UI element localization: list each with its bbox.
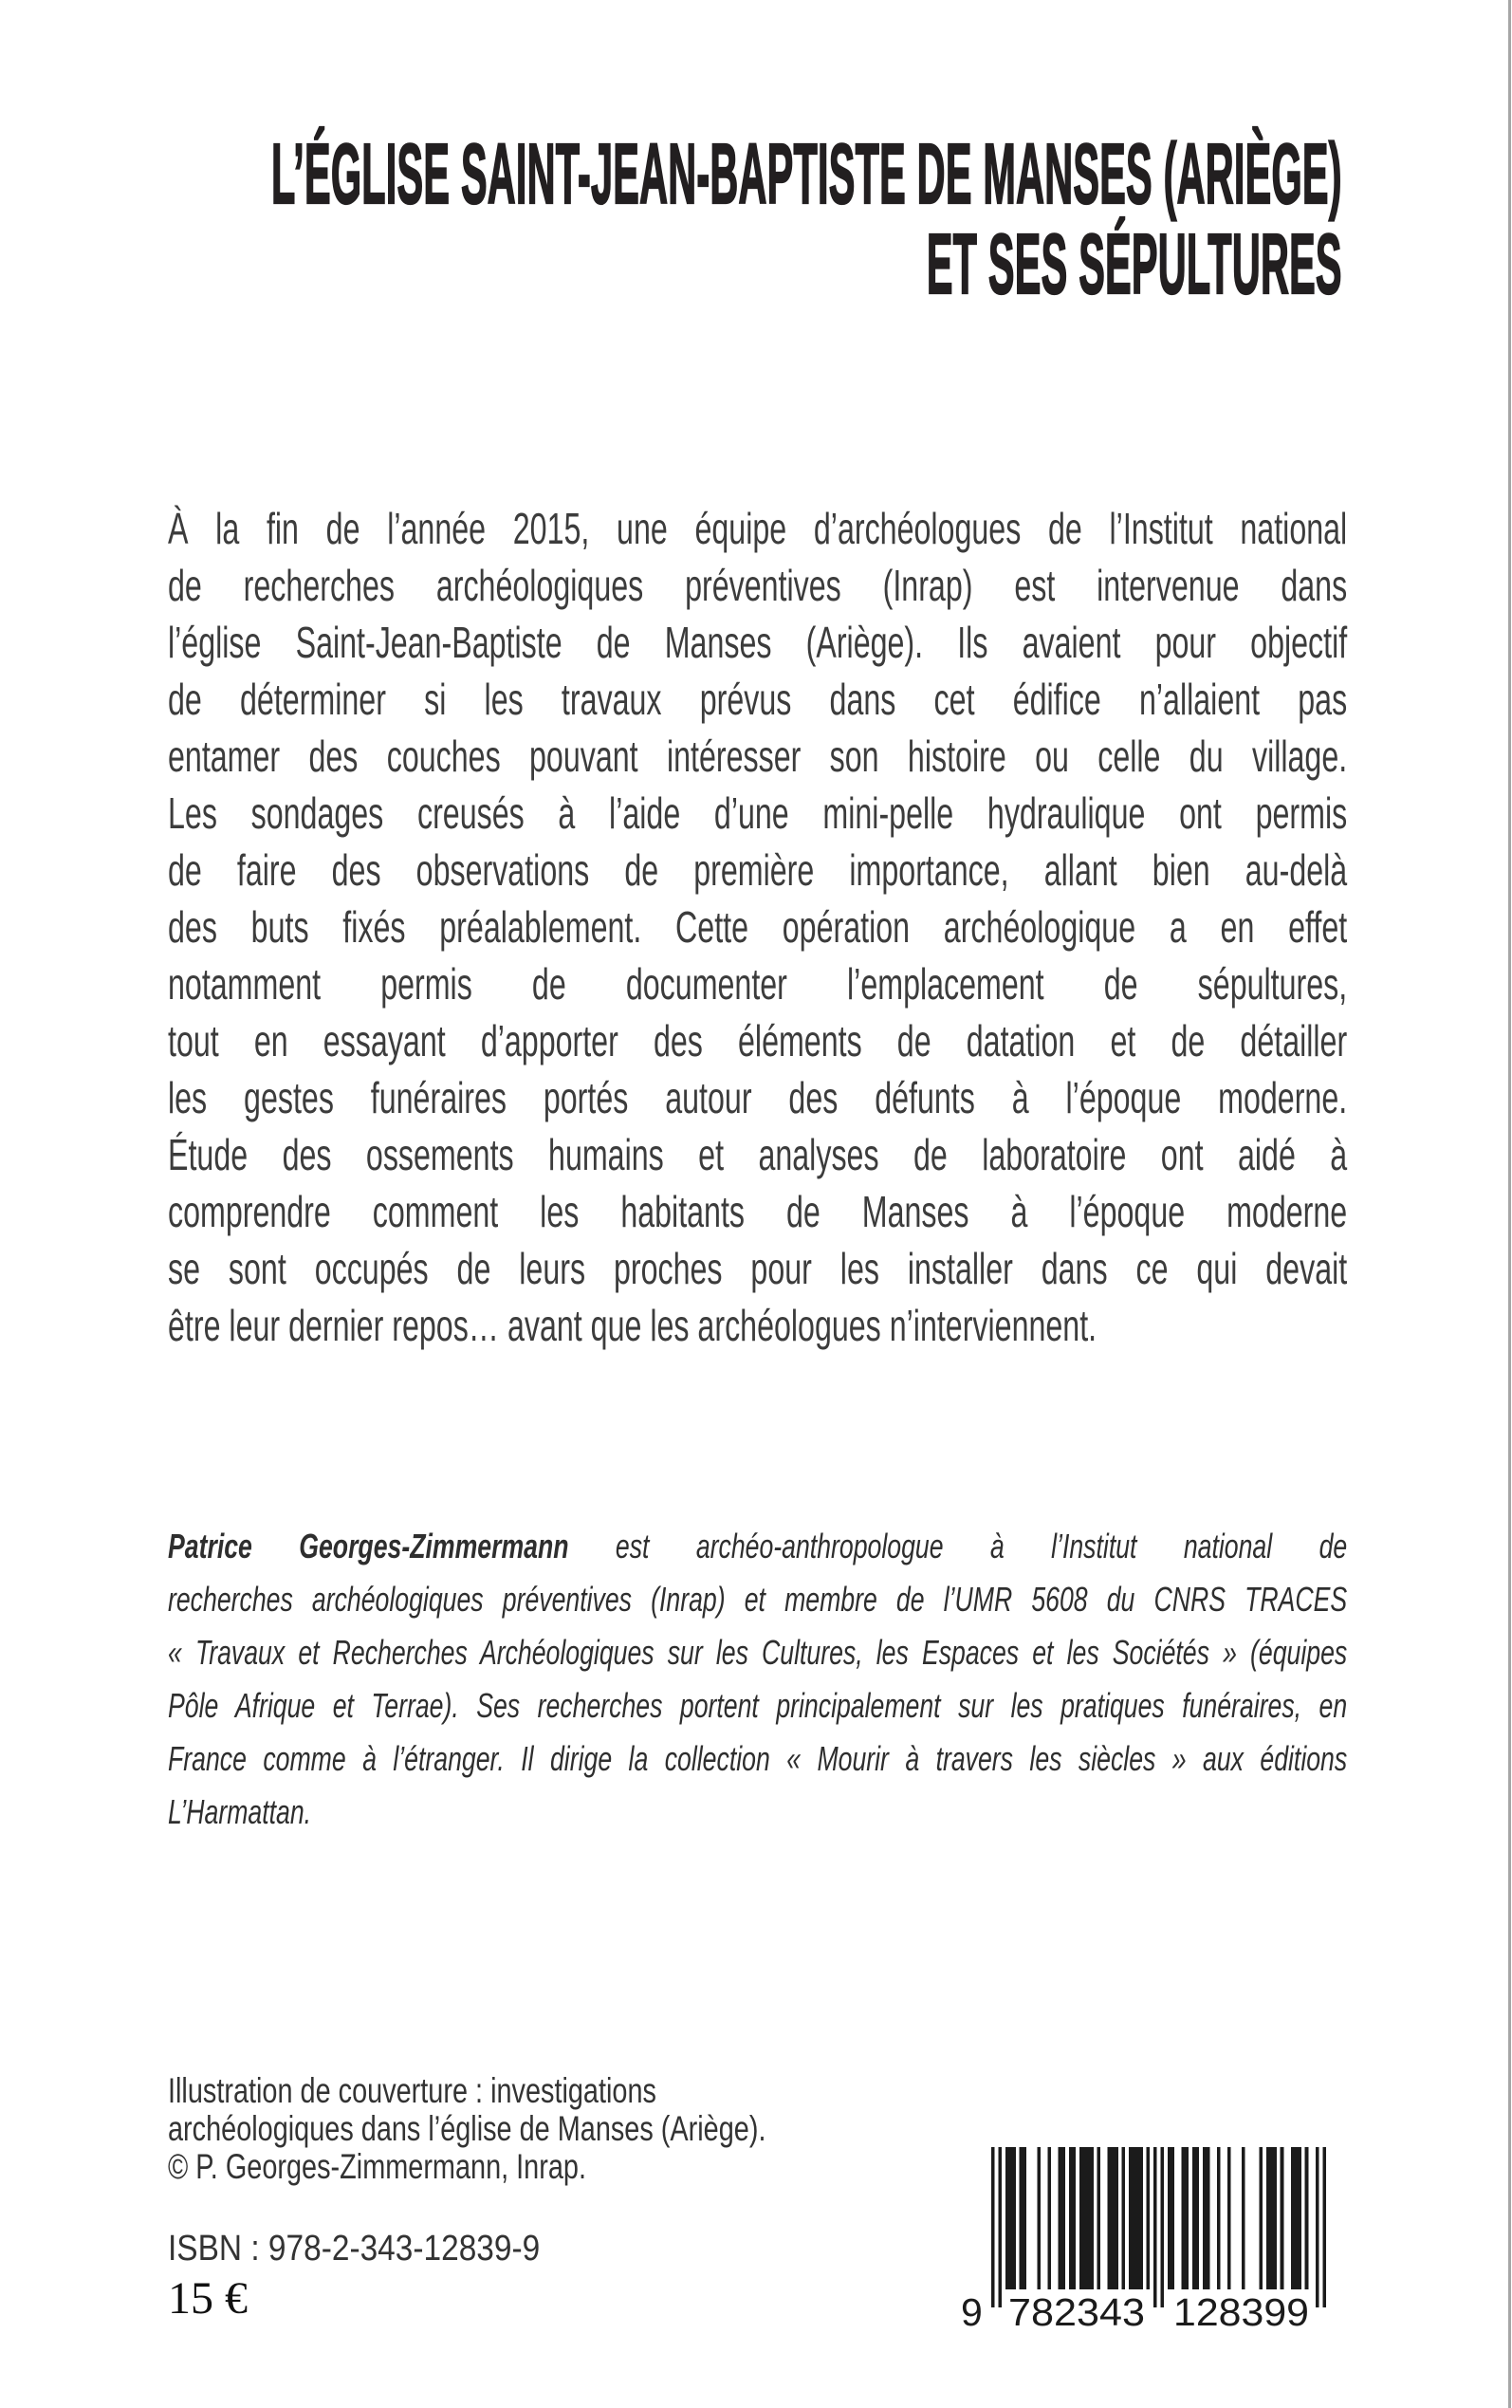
barcode-bar — [1168, 2147, 1174, 2289]
barcode-bar — [1192, 2147, 1199, 2289]
barcode-bar — [1259, 2147, 1263, 2289]
text-line: À la fin de l’année 2015, une équipe d’archéologues de l’Institut national — [168, 504, 1348, 553]
barcode-bar — [1079, 2147, 1094, 2289]
text-line: des buts fixés préalablement. Cette opération archéologique a en effet — [168, 902, 1348, 952]
text-line: de faire des observations de première importance, allant bien au-delà — [168, 845, 1348, 895]
text-line: © P. Georges-Zimmermann, Inrap. — [168, 2147, 586, 2186]
barcode-bar — [1160, 2147, 1164, 2307]
book-title-line2: ET SES SÉPULTURES — [927, 217, 1342, 312]
text-line: « Travaux et Recherches Archéologiques sur les Cultures, les Espaces et les Sociétés » (équipes — [168, 1633, 1348, 1672]
barcode-bar — [1266, 2147, 1277, 2289]
text-line: L’Harmattan. — [168, 1792, 312, 1831]
text-line: Pôle Afrique et Terrae). Ses recherches portent principalement sur les pratiques funéraires, en — [168, 1686, 1348, 1725]
scan-edge-line — [1508, 0, 1511, 2408]
barcode-bar — [1020, 2147, 1026, 2289]
barcode-bar — [1069, 2147, 1076, 2289]
barcode-bar — [1153, 2147, 1157, 2307]
barcode-digits-left: 782343 — [1008, 2290, 1145, 2334]
author-name: Patrice Georges-Zimmermann — [168, 1527, 569, 1565]
barcode-bar — [1059, 2147, 1065, 2289]
barcode-bar — [1227, 2147, 1231, 2289]
text-line: Patrice Georges-Zimmermann est archéo-anthropologue à l’Institut national de — [168, 1527, 1348, 1565]
barcode-bar — [1129, 2147, 1143, 2289]
barcode-ean13 — [953, 2147, 1336, 2337]
isbn-text: ISBN : 978-2-343-12839-9 — [168, 2229, 541, 2269]
barcode-bar — [1147, 2147, 1151, 2289]
barcode-bar — [1291, 2147, 1301, 2289]
barcode-digits-right: 128399 — [1173, 2290, 1309, 2334]
barcode-bar — [1316, 2147, 1319, 2307]
barcode-bar — [1047, 2147, 1051, 2289]
book-title-line1: L’ÉGLISE SAINT-JEAN-BAPTISTE DE MANSES (ARIÈGE) — [271, 127, 1342, 222]
text-line: recherches archéologiques préventives (Inrap) et membre de l’UMR 5608 du CNRS TRACES — [168, 1580, 1348, 1619]
barcode-bar — [1108, 2147, 1118, 2289]
book-title — [0, 127, 1342, 312]
text-line: France comme à l’étranger. Il dirige la collection « Mourir à travers les siècles » aux éditions — [168, 1739, 1348, 1778]
price-text: 15 € — [168, 2273, 248, 2324]
barcode-bar — [1005, 2147, 1016, 2289]
barcode-bar — [1037, 2147, 1041, 2289]
text-line: comprendre comment les habitants de Manses à l’époque moderne — [168, 1187, 1348, 1236]
barcode-bar — [1097, 2147, 1100, 2289]
barcode-bar — [1281, 2147, 1284, 2289]
barcode-bar — [1217, 2147, 1221, 2289]
summary-paragraph — [168, 500, 1347, 1354]
author-bio — [168, 1520, 1347, 1839]
barcode-bar — [1322, 2147, 1326, 2307]
text-line: se sont occupés de leurs proches pour les installer dans ce qui devait — [168, 1244, 1348, 1293]
barcode-bar — [998, 2147, 1002, 2307]
barcode-bar — [1121, 2147, 1125, 2289]
text-line: les gestes funéraires portés autour des défunts à l’époque moderne. — [168, 1073, 1348, 1122]
text-line: archéologiques dans l’église de Manses (Ariège). — [168, 2109, 766, 2148]
text-line: Les sondages creusés à l’aide d’une mini-pelle hydraulique ont permis — [168, 788, 1348, 838]
text-line: de déterminer si les travaux prévus dans cet édifice n’allaient pas — [168, 675, 1348, 724]
barcode-bar — [1182, 2147, 1189, 2289]
barcode-bar — [991, 2147, 995, 2307]
text-line: notamment permis de documenter l’emplacement de sépultures, — [168, 959, 1348, 1009]
barcode-digit-first: 9 — [961, 2290, 983, 2334]
text-line: de recherches archéologiques préventives (Inrap) est intervenue dans — [168, 561, 1348, 610]
text-line: Illustration de couverture : investigations — [168, 2071, 656, 2110]
text-line: entamer des couches pouvant intéresser son histoire ou celle du village. — [168, 732, 1348, 781]
text-line: Étude des ossements humains et analyses de laboratoire ont aidé à — [168, 1130, 1348, 1179]
text-line: l’église Saint-Jean-Baptiste de Manses (Ariège). Ils avaient pour objectif — [168, 618, 1348, 667]
text-line: être leur dernier repos… avant que les archéologues n’interviennent. — [168, 1301, 1097, 1350]
text-line: tout en essayant d’apporter des éléments de datation et de détailler — [168, 1016, 1348, 1065]
barcode-bar — [1203, 2147, 1209, 2289]
barcode-bar — [1305, 2147, 1309, 2289]
cover-credit — [168, 2072, 765, 2186]
barcode-bar — [1242, 2147, 1245, 2289]
